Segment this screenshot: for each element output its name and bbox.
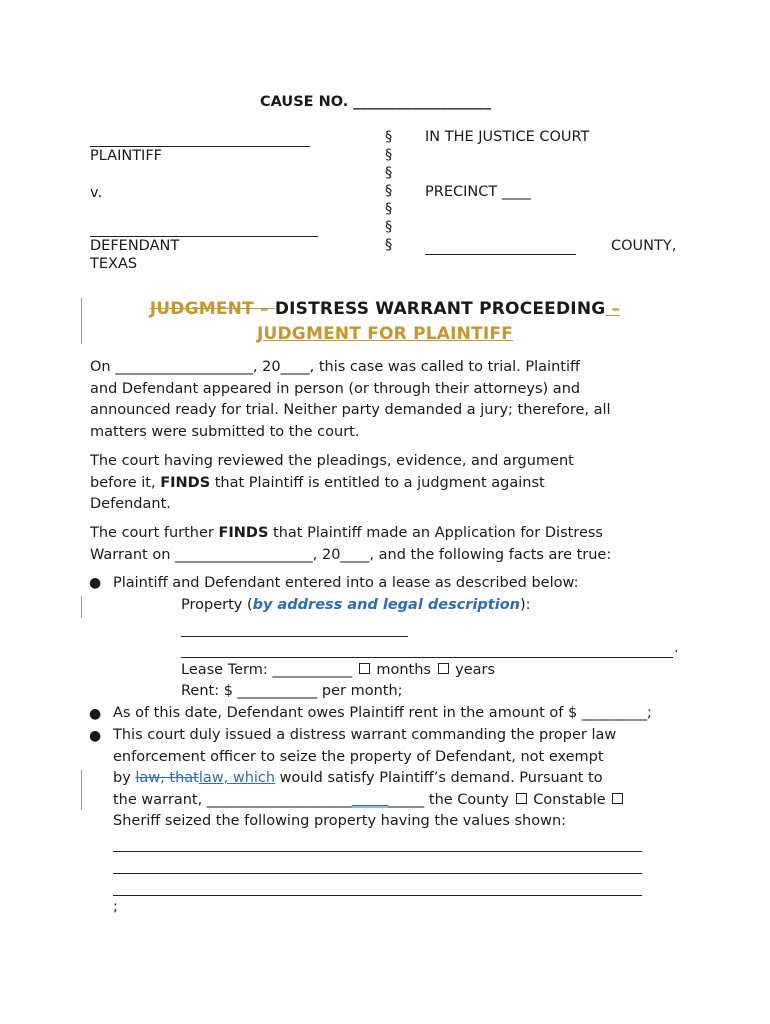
title-inserted-text: JUDGMENT FOR PLAINTIFF: [256, 324, 514, 344]
terminator: ;: [113, 899, 118, 915]
text-line: On ___________________, 20____, this case was called to trial. Plaintiff: [90, 359, 580, 375]
title-main: DISTRESS WARRANT PROCEEDING: [274, 299, 606, 319]
seized-property-blank: [113, 873, 642, 874]
text-line: The court further FINDS that Plaintiff made an Application for Distress: [90, 525, 603, 541]
section-symbol: §: [385, 183, 393, 199]
paragraph-application: [90, 523, 690, 566]
county-label: COUNTY,: [611, 238, 677, 254]
document-title: [90, 299, 680, 319]
bullet-dot: ●: [89, 706, 102, 722]
text-line: Warrant on ___________________, 20____, and the following facts are true:: [90, 546, 612, 563]
court-label: IN THE JUSTICE COURT: [425, 129, 590, 145]
lease-term-line: Lease Term: ___________ months years: [181, 662, 496, 678]
bullet-dot: ●: [89, 575, 102, 591]
seized-property-blank: [113, 851, 642, 852]
section-symbol: §: [385, 201, 393, 217]
bullet-warrant-line4: the warrant, ______________________________ the County Constable: [113, 790, 625, 812]
revision-bar: [81, 596, 82, 618]
seized-property-blank: [113, 895, 642, 896]
defendant-label: DEFENDANT: [90, 238, 180, 254]
revision-bar: [81, 770, 82, 810]
constable-checkbox[interactable]: [612, 793, 623, 804]
inserted-blank: _____: [351, 792, 389, 808]
property-line: Property (by address and legal description):: [181, 597, 531, 613]
paragraph-findings: [90, 451, 650, 516]
state-label: TEXAS: [90, 256, 138, 272]
county-checkbox[interactable]: [516, 793, 527, 804]
title-inserted-dash: –: [605, 299, 621, 319]
plaintiff-blank: [90, 146, 310, 147]
inserted-text: law, which: [198, 770, 276, 786]
revision-bar: [81, 298, 82, 344]
document-title-line2: [90, 324, 680, 344]
months-checkbox[interactable]: [359, 663, 370, 674]
text-line: matters were submitted to the court.: [90, 423, 360, 440]
cause-number-label: CAUSE NO. ___________________: [260, 94, 492, 110]
text-line: Defendant.: [90, 496, 171, 512]
bullet-warrant-line2: enforcement officer to seize the property of Defendant, not exempt: [113, 749, 604, 765]
title-deleted-text: JUDGMENT –: [149, 299, 275, 319]
text-line: announced ready for trial. Neither party demanded a jury; therefore, all: [90, 402, 611, 418]
text-line: before it, FINDS that Plaintiff is entitled to a judgment against: [90, 474, 545, 491]
section-symbol: §: [385, 147, 393, 163]
bullet-dot: ●: [89, 728, 102, 744]
section-symbol: §: [385, 219, 393, 235]
precinct-label: PRECINCT ____: [425, 184, 531, 200]
bullet-warrant-line5: Sheriff seized the following property having the values shown:: [113, 813, 567, 829]
period: .: [674, 640, 679, 656]
bullet-warrant-line1: This court duly issued a distress warrant commanding the proper law: [113, 727, 617, 743]
section-symbol: §: [385, 237, 393, 253]
years-checkbox[interactable]: [438, 663, 449, 674]
property-blank: [181, 657, 673, 658]
versus-label: v.: [90, 185, 103, 201]
property-blank: [181, 636, 408, 637]
rent-line: Rent: $ ___________ per month;: [181, 683, 403, 699]
property-hint: by address and legal description: [252, 597, 520, 613]
section-symbol: §: [385, 129, 393, 145]
deleted-text: law, that: [135, 770, 199, 786]
plaintiff-label: PLAINTIFF: [90, 148, 163, 164]
bullet-rent-owed: As of this date, Defendant owes Plaintiff rent in the amount of $ _________;: [113, 705, 652, 721]
text-line: and Defendant appeared in person (or through their attorneys) and: [90, 380, 581, 397]
defendant-blank: [90, 236, 318, 237]
paragraph-trial: [90, 357, 650, 443]
bullet-lease: Plaintiff and Defendant entered into a lease as described below:: [113, 575, 579, 591]
bullet-warrant-line3: by law, thatlaw, which would satisfy Plaintiff’s demand. Pursuant to: [113, 770, 603, 786]
section-symbol: §: [385, 165, 393, 181]
county-blank: [425, 254, 576, 255]
text-line: The court having reviewed the pleadings, evidence, and argument: [90, 453, 574, 469]
